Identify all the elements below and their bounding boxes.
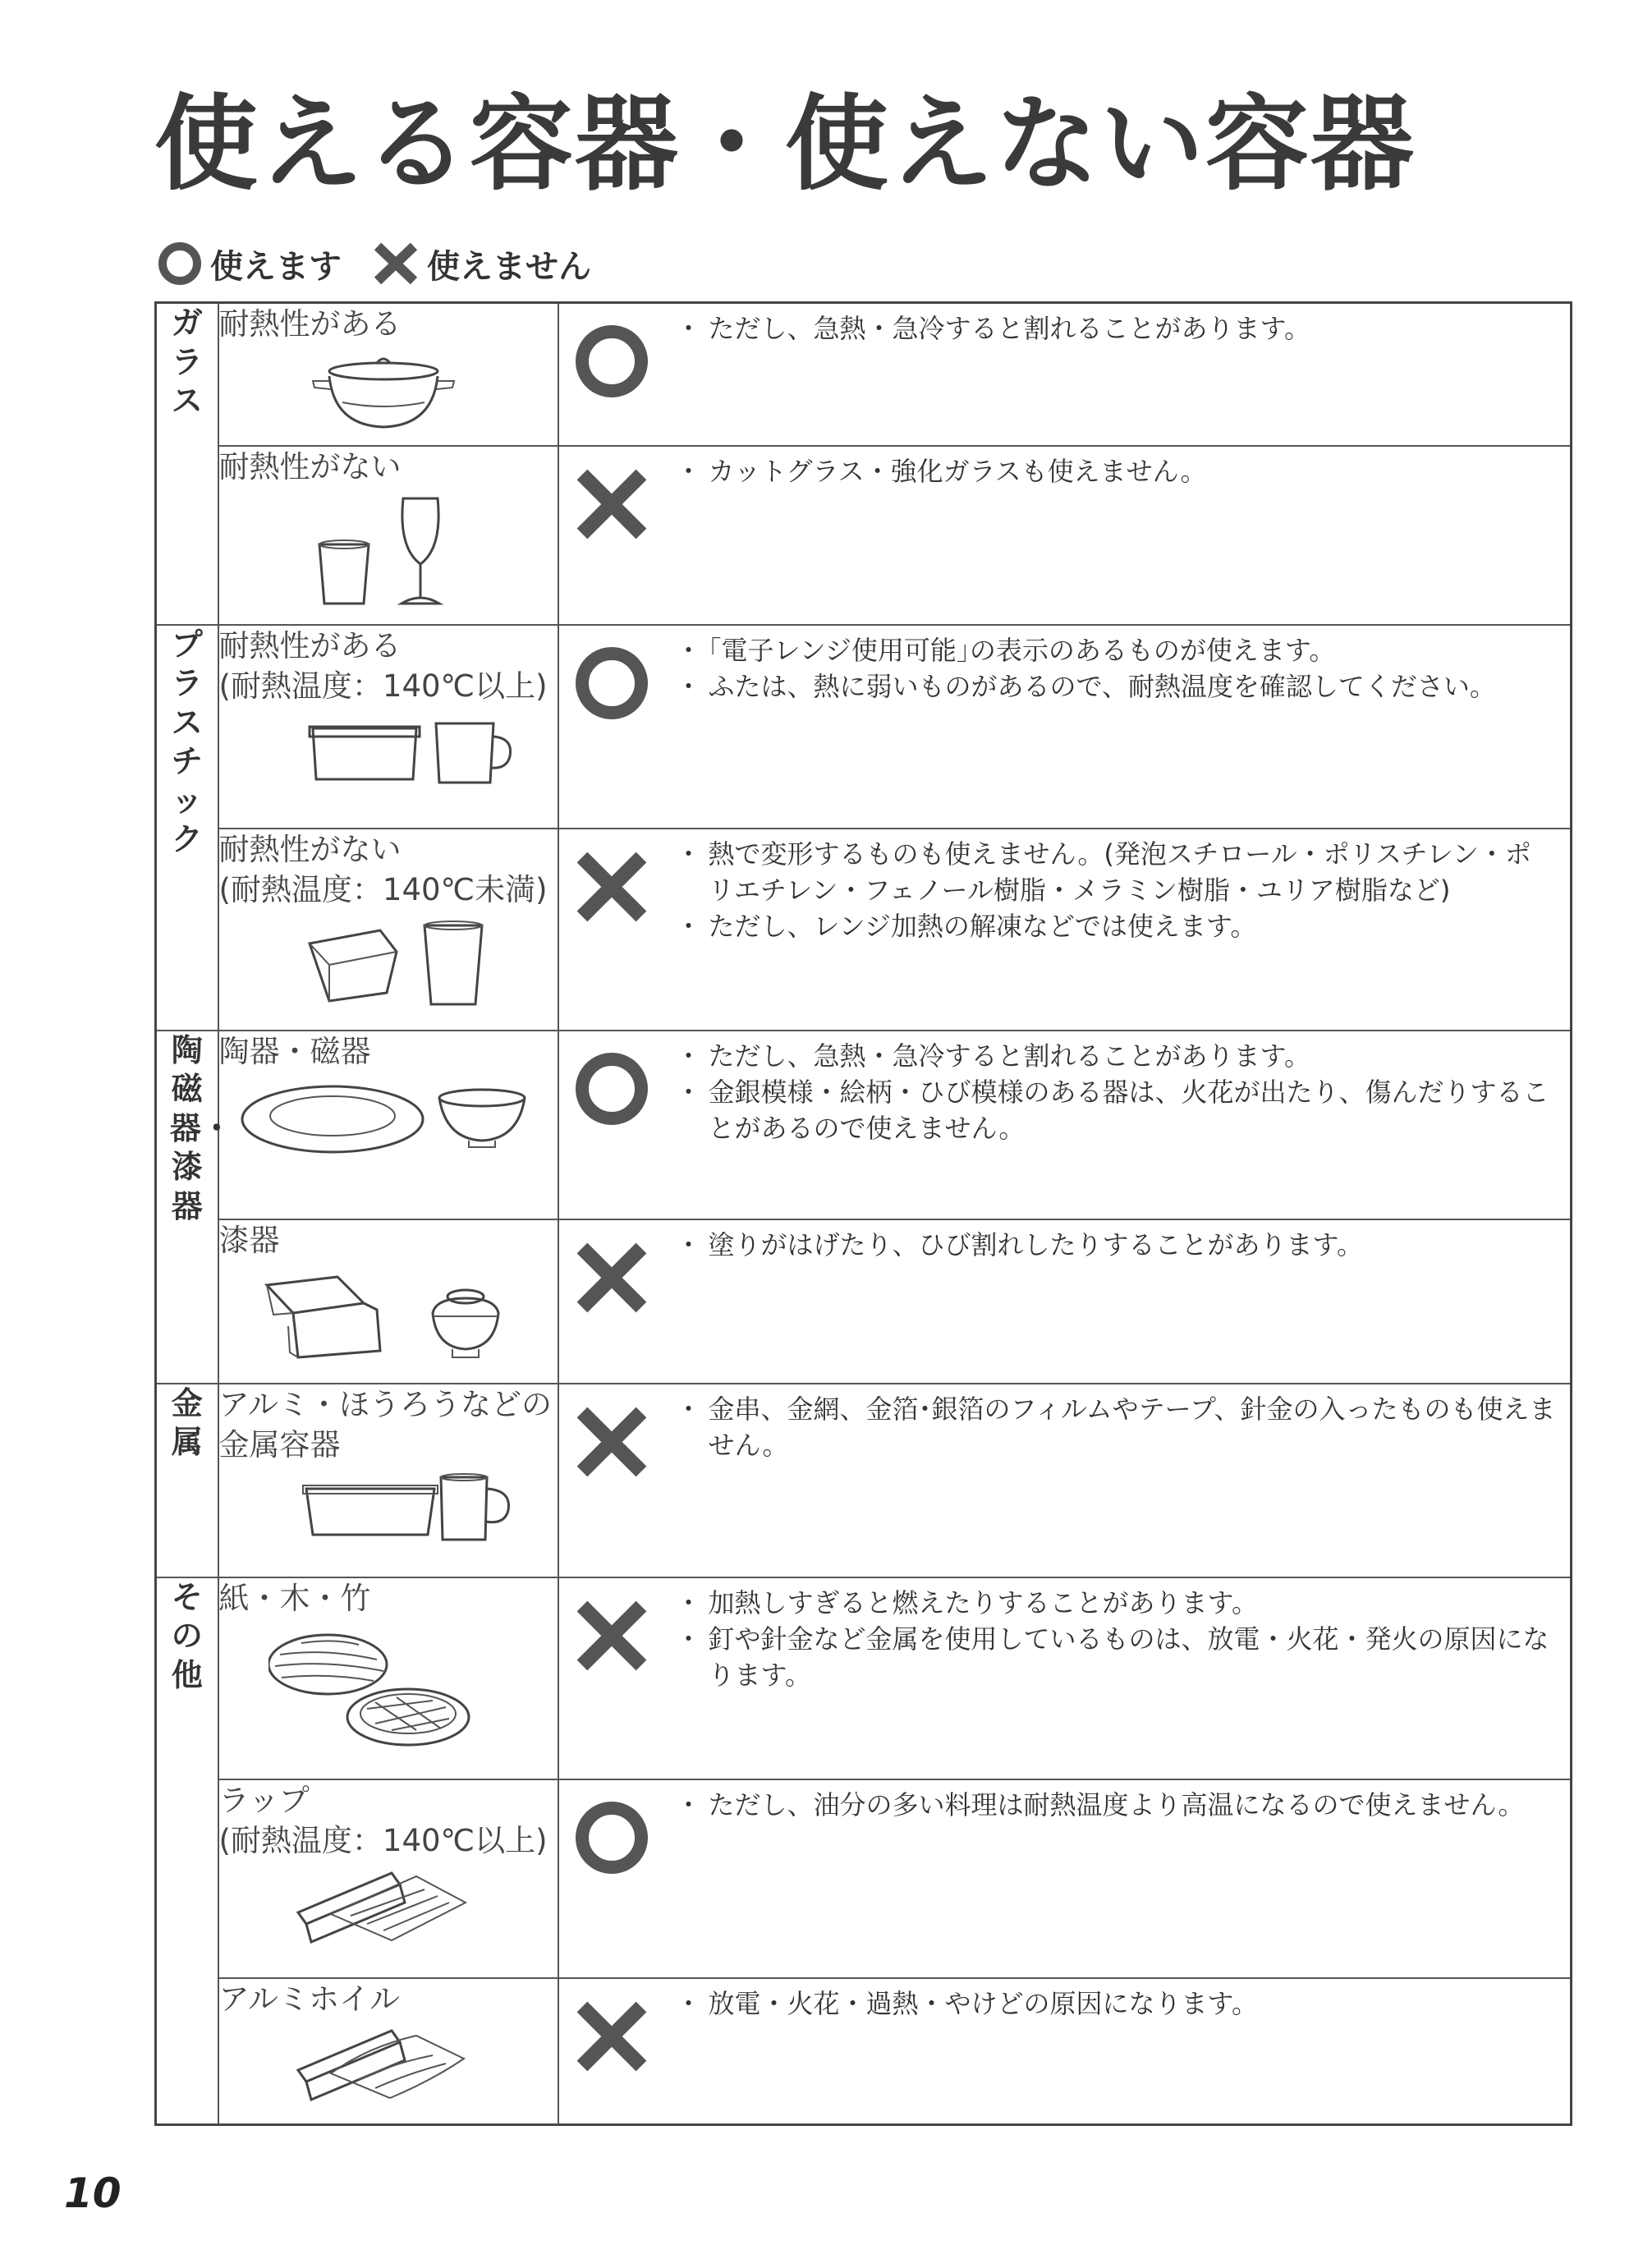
plate-bowl-icon (236, 1080, 531, 1162)
legend-ok-label: 使えます (210, 247, 342, 286)
note-cell (558, 1978, 1572, 2125)
item-cell (218, 1779, 558, 1978)
page-number: 10 (64, 2169, 122, 2217)
cross-mark-icon (571, 846, 653, 928)
note-item: ・ 加熱しすぎると燃えたりすることがあります。 (681, 1585, 1558, 1621)
table-row (156, 1577, 1572, 1779)
table-row (156, 1779, 1572, 1978)
container-table (154, 301, 1572, 2126)
glassware-illustration (219, 495, 558, 610)
category-label: その他 (171, 1578, 203, 1693)
plastic-container-mug-icon (301, 715, 515, 789)
page-title: 使える容器・使えない容器 (154, 84, 1416, 204)
item-cell (218, 1577, 558, 1779)
plastic-tray-cup-icon (301, 919, 498, 1009)
legend-ok (156, 240, 342, 287)
note-list (559, 1384, 1571, 1463)
note-cell (558, 1779, 1572, 1978)
item-name: 紙・木・竹 (218, 1580, 371, 1616)
category-other (156, 1577, 218, 2125)
item-name: 耐熱性がある (218, 306, 402, 342)
note-item: ・ ただし、レンジ加熱の解凍などでは使えます。 (681, 908, 1558, 944)
plastic-wrap-icon (293, 1865, 474, 1947)
note-item: ・ 熱で変形するものも使えません。(発泡スチロール・ポリスチレン・ポリエチレン・フェノール樹脂・メラミン樹脂・ユリア樹脂など) (681, 836, 1558, 908)
circle-mark-icon (571, 1048, 653, 1130)
note-item: ・ ただし、急熱・急冷すると割れることがあります。 (681, 310, 1558, 347)
note-list (559, 1031, 1571, 1146)
table-row (156, 1978, 1572, 2125)
category-label: ガラス (171, 305, 203, 419)
note-item: ・ 放電・火花・過熱・やけどの原因になります。 (681, 1986, 1558, 2022)
table-row (156, 625, 1572, 829)
ceramic-illustration (219, 1080, 558, 1162)
item-name: 耐熱性がない (耐熱温度：140℃未満) (218, 831, 548, 908)
note-cell (558, 1031, 1572, 1219)
plastic-cup-illustration (219, 919, 558, 1009)
category-label: 陶磁器・漆器 (169, 1031, 232, 1224)
legend-ng-label: 使えません (427, 247, 591, 286)
item-cell (218, 1219, 558, 1384)
metal-illustration (219, 1471, 558, 1545)
cross-mark-icon (371, 240, 420, 287)
cross-mark-icon (571, 1237, 653, 1319)
category-ceramics-lacquer (156, 1031, 232, 1384)
note-item: ・ 金銀模様・絵柄・ひび模様のある器は、火花が出たり、傷んだりすることがあるので使えません。 (681, 1074, 1558, 1146)
note-cell (558, 1219, 1572, 1384)
cross-mark-icon (571, 1995, 653, 2077)
category-plastic (156, 625, 218, 1031)
note-item: ・ 塗りがはげたり、ひび割れしたりすることがあります。 (681, 1227, 1558, 1263)
note-cell (558, 1577, 1572, 1779)
circle-mark-icon (156, 240, 204, 287)
circle-mark-icon (571, 320, 653, 402)
note-cell (558, 1384, 1572, 1577)
note-cell (558, 303, 1572, 446)
item-name: 陶器・磁器 (218, 1033, 371, 1069)
note-cell (558, 446, 1572, 625)
legend (156, 240, 621, 287)
category-metal (156, 1384, 218, 1577)
note-item: ・ 金串、金網、金箔･銀箔のフィルムやテープ、針金の入ったものも使えません。 (681, 1391, 1558, 1463)
cross-mark-icon (571, 1401, 653, 1483)
item-cell (218, 625, 558, 829)
note-list (559, 1979, 1571, 2022)
glass-casserole-icon (301, 353, 466, 435)
note-list (559, 829, 1571, 944)
category-glass (156, 303, 218, 625)
wrap-illustration (219, 1865, 558, 1947)
foil-illustration (219, 2022, 558, 2105)
table-row (156, 1219, 1572, 1384)
item-cell (218, 446, 558, 625)
item-name: アルミホイル (218, 1981, 401, 2017)
circle-mark-icon (571, 1797, 653, 1879)
circle-mark-icon (571, 642, 653, 724)
item-name: 耐熱性がある (耐熱温度：140℃以上) (218, 627, 548, 705)
note-item: ・ ｢電子レンジ使用可能｣の表示のあるものが使えます。 (681, 632, 1558, 668)
metal-tray-mug-icon (301, 1471, 531, 1545)
item-name: 漆器 (218, 1222, 280, 1258)
note-list (559, 1220, 1571, 1263)
lacquer-illustration (219, 1269, 558, 1367)
plastic-container-illustration (219, 715, 558, 789)
glass-cup-wineglass-icon (301, 495, 466, 610)
table-row (156, 1031, 1572, 1219)
note-list (559, 1780, 1571, 1823)
wood-bamboo-plates-icon (268, 1627, 498, 1750)
note-cell (558, 829, 1572, 1031)
note-item: ・ 釘や針金など金属を使用しているものは、放電・火花・発火の原因になります。 (681, 1621, 1558, 1693)
note-list (559, 304, 1571, 347)
wood-plates-illustration (219, 1627, 558, 1750)
note-item: ・ ふたは、熱に弱いものがあるので、耐熱温度を確認してください。 (681, 668, 1558, 705)
note-cell (558, 625, 1572, 829)
table-row (156, 1384, 1572, 1577)
cross-mark-icon (571, 463, 653, 545)
note-item: ・ ただし、急熱・急冷すると割れることがあります。 (681, 1038, 1558, 1074)
legend-ng (371, 240, 591, 287)
cross-mark-icon (571, 1595, 653, 1677)
item-cell (218, 1384, 558, 1577)
note-list (559, 1578, 1571, 1693)
table-row (156, 446, 1572, 625)
item-cell (218, 829, 558, 1031)
lacquer-box-bowl-icon (260, 1269, 507, 1367)
casserole-illustration (219, 353, 558, 435)
item-cell (218, 303, 558, 446)
note-list (559, 626, 1571, 705)
table-row (156, 829, 1572, 1031)
item-name: アルミ・ほうろうなどの 金属容器 (218, 1386, 553, 1463)
note-item: ・ ただし、油分の多い料理は耐熱温度より高温になるので使えません。 (681, 1787, 1558, 1823)
item-cell (218, 1031, 558, 1219)
item-name: ラップ (耐熱温度：140℃以上) (218, 1782, 548, 1859)
category-label: プラスチック (171, 626, 203, 857)
table-row (156, 303, 1572, 446)
category-label: 金属 (171, 1384, 203, 1460)
note-item: ・ カットグラス・強化ガラスも使えません。 (681, 453, 1558, 489)
item-name: 耐熱性がない (218, 448, 402, 484)
aluminum-foil-icon (293, 2022, 474, 2105)
note-list (559, 447, 1571, 489)
item-cell (218, 1978, 558, 2125)
